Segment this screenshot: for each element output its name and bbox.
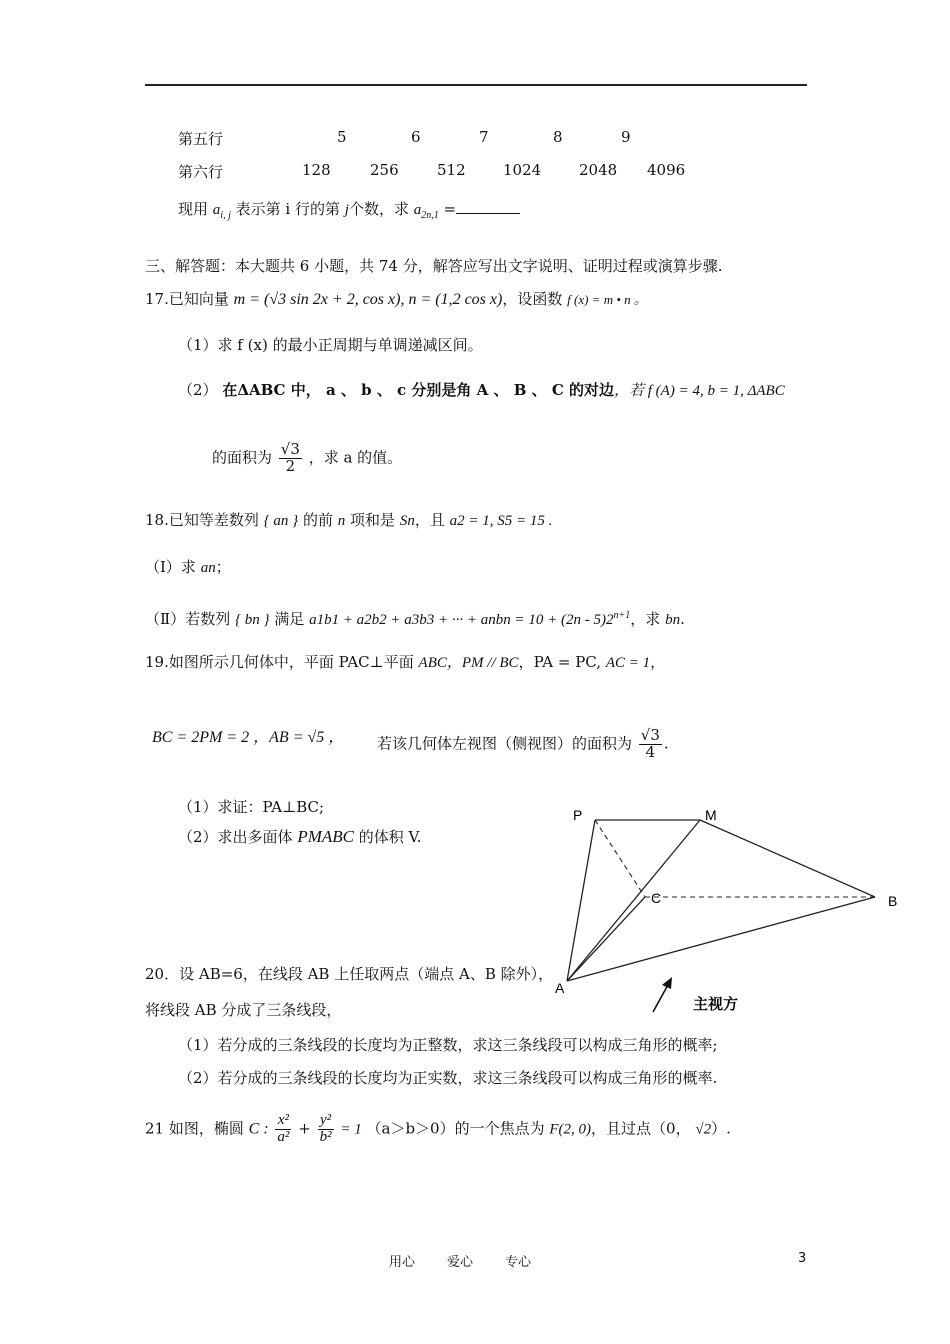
denominator: b² bbox=[319, 1128, 332, 1145]
q17-part1: （1）求 f (x) 的最小正周期与单调递减区间。 bbox=[178, 336, 483, 354]
row-label: 第五行 bbox=[178, 130, 224, 148]
answer-blank[interactable] bbox=[456, 199, 520, 214]
q19-line2-text bbox=[377, 728, 669, 761]
exponent: n+1 bbox=[613, 610, 631, 621]
q19-part1: （1）求证：PA⊥BC; bbox=[178, 798, 325, 816]
row-label: 第六行 bbox=[178, 163, 224, 181]
text: ，求 bbox=[630, 610, 661, 628]
figure-caption: 主视方 bbox=[693, 996, 739, 1013]
section-header: 三、解答题：本大题共 6 小题，共 74 分，解答应写出文字说明、证明过程或演算步骤. bbox=[145, 257, 723, 275]
q19-line2 bbox=[152, 724, 344, 747]
denominator: 2 bbox=[285, 456, 296, 475]
text: 若该几何体左视图（侧视图）的面积为 bbox=[377, 734, 633, 753]
fraction bbox=[279, 442, 302, 475]
q18-stem bbox=[145, 509, 552, 530]
q-number: 18. bbox=[145, 511, 169, 529]
text: 的面积为 bbox=[212, 448, 273, 467]
q17-part2 bbox=[178, 379, 785, 400]
text: （a＞b＞0）的一个焦点为 bbox=[366, 1119, 545, 1138]
edge-pa bbox=[567, 820, 595, 981]
math-vectors: m = (√3 sin 2x + 2, cos x), n = (1,2 cos x) bbox=[233, 291, 503, 308]
footer-word: 爱心 bbox=[447, 1255, 474, 1270]
math-cond: a2 = 1, S5 = 15 . bbox=[449, 513, 553, 529]
footer-word: 专心 bbox=[505, 1255, 532, 1270]
table-cell: 7 bbox=[479, 128, 489, 146]
text: ，且过点（0， bbox=[591, 1119, 691, 1138]
math-eq: = 1 bbox=[340, 1121, 362, 1138]
table-cell: 2048 bbox=[579, 161, 618, 179]
math-abc: ABC bbox=[418, 655, 447, 671]
text: 21 如图，椭圆 bbox=[145, 1119, 244, 1138]
table-cell: 256 bbox=[370, 161, 399, 179]
header-rule bbox=[145, 84, 807, 86]
math-an: an bbox=[200, 560, 216, 576]
math-sn: Sn bbox=[399, 513, 415, 529]
q21-stem bbox=[145, 1113, 731, 1146]
table-cell: 512 bbox=[437, 161, 466, 179]
text: ，PA = PC, bbox=[518, 653, 602, 671]
geometry-figure bbox=[555, 800, 910, 1025]
q18-part2 bbox=[145, 608, 685, 629]
q17-stem bbox=[145, 288, 647, 309]
math-a-2n1: $a_{2n,1}$ bbox=[413, 202, 439, 221]
equals: = bbox=[443, 200, 457, 218]
text: （2）求出多面体 bbox=[178, 828, 293, 846]
text: 项和是 bbox=[350, 511, 396, 529]
math-c: C : bbox=[248, 1120, 269, 1138]
text: 表示第 i 行的第 bbox=[235, 200, 340, 218]
numerator: √3 bbox=[280, 440, 300, 458]
math-focus: F(2, 0) bbox=[549, 1121, 592, 1138]
q19-part2 bbox=[178, 826, 422, 847]
math-pmabc: PMABC bbox=[297, 827, 354, 846]
edge-mb bbox=[700, 820, 875, 897]
table-cell: 9 bbox=[621, 128, 631, 146]
text: ； bbox=[215, 558, 231, 576]
numerator: √3 bbox=[640, 726, 660, 744]
footer-word: 用心 bbox=[389, 1255, 416, 1270]
math-j: j bbox=[344, 202, 349, 218]
text: 个数，求 bbox=[348, 200, 409, 218]
edge-ma bbox=[567, 820, 700, 981]
label-a: A bbox=[555, 980, 565, 996]
numerator: x² bbox=[275, 1113, 291, 1130]
text: （Ⅱ）若数列 bbox=[145, 610, 231, 628]
plus: + bbox=[298, 1119, 311, 1138]
fraction bbox=[639, 728, 662, 761]
q17-area bbox=[212, 442, 402, 475]
text: . bbox=[663, 734, 669, 753]
math-eq: a1b1 + a2b2 + a3b3 + ··· + anbn = 10 + (2n - 5)2 bbox=[309, 612, 614, 628]
fraction-y bbox=[318, 1113, 334, 1146]
page-number: 3 bbox=[798, 1251, 807, 1266]
bold-text: 在ΔABC 中， a 、 b 、 c 分别是角 A 、 B 、 C 的对边 bbox=[222, 381, 614, 399]
math-a-ij: $a_{i, j}$ bbox=[212, 202, 231, 221]
text: ， bbox=[650, 653, 666, 671]
numerator: y² bbox=[318, 1113, 334, 1130]
denominator: 4 bbox=[645, 742, 656, 761]
math-seq: { bn } bbox=[234, 612, 270, 628]
table-cell: 1024 bbox=[503, 161, 542, 179]
math-cond: ，若 f (A) = 4, b = 1, ΔABC bbox=[614, 383, 785, 399]
math-seq: { an } bbox=[263, 513, 299, 529]
text: 满足 bbox=[274, 610, 305, 628]
text: . bbox=[680, 610, 685, 628]
denominator: a² bbox=[277, 1128, 290, 1145]
text: ）. bbox=[711, 1119, 731, 1138]
q-number: 19. bbox=[145, 653, 169, 671]
q20-part1: （1）若分成的三条线段的长度均为正整数，求这三条线段可以构成三角形的概率; bbox=[178, 1036, 718, 1054]
text: 的前 bbox=[302, 511, 333, 529]
table-cell: 8 bbox=[553, 128, 563, 146]
text: ，设函数 bbox=[502, 290, 563, 308]
text: 现用 bbox=[178, 200, 209, 218]
text: ，且 bbox=[414, 511, 445, 529]
text: （2） bbox=[178, 381, 218, 399]
math-eq: BC = 2PM = 2 ，AB = √5 ， bbox=[152, 729, 345, 746]
q18-part1 bbox=[145, 556, 231, 577]
table-cell: 128 bbox=[302, 161, 331, 179]
label-p: P bbox=[573, 807, 583, 823]
math-fn: f (x) = m • n 。 bbox=[567, 292, 647, 307]
prev-question-line bbox=[178, 198, 520, 221]
q20-line1: 20．设 AB=6，在线段 AB 上任取两点（端点 A、B 除外）， bbox=[145, 965, 554, 983]
view-arrow bbox=[653, 977, 672, 1012]
text: 如图所示几何体中，平面 PAC⊥平面 bbox=[168, 653, 414, 671]
label-m: M bbox=[705, 807, 717, 823]
math-parallel: ，PM // BC bbox=[446, 655, 519, 671]
edge-ac bbox=[567, 897, 645, 981]
text: （Ⅰ）求 bbox=[145, 558, 196, 576]
math-n: n bbox=[337, 513, 346, 529]
q-number: 17. bbox=[145, 290, 169, 308]
table-cell: 4096 bbox=[647, 161, 686, 179]
text: 的体积 V. bbox=[358, 828, 422, 846]
math-point: √2 bbox=[695, 1121, 712, 1138]
table-cell: 6 bbox=[411, 128, 421, 146]
edge-ab bbox=[567, 897, 875, 981]
q20-line2: 将线段 AB 分成了三条线段， bbox=[145, 1001, 342, 1019]
q20-part2: （2）若分成的三条线段的长度均为正实数，求这三条线段可以构成三角形的概率. bbox=[178, 1069, 718, 1087]
math-bn: bn bbox=[665, 612, 681, 628]
q19-stem bbox=[145, 651, 665, 672]
text: 已知向量 bbox=[168, 290, 229, 308]
fraction-x bbox=[275, 1113, 291, 1146]
label-c: C bbox=[651, 890, 662, 906]
text: ，求 a 的值。 bbox=[308, 448, 403, 467]
math-ac: AC = 1 bbox=[605, 655, 651, 671]
label-b: B bbox=[888, 893, 898, 909]
edge-pc bbox=[595, 820, 645, 897]
text: 已知等差数列 bbox=[168, 511, 259, 529]
table-cell: 5 bbox=[337, 128, 347, 146]
